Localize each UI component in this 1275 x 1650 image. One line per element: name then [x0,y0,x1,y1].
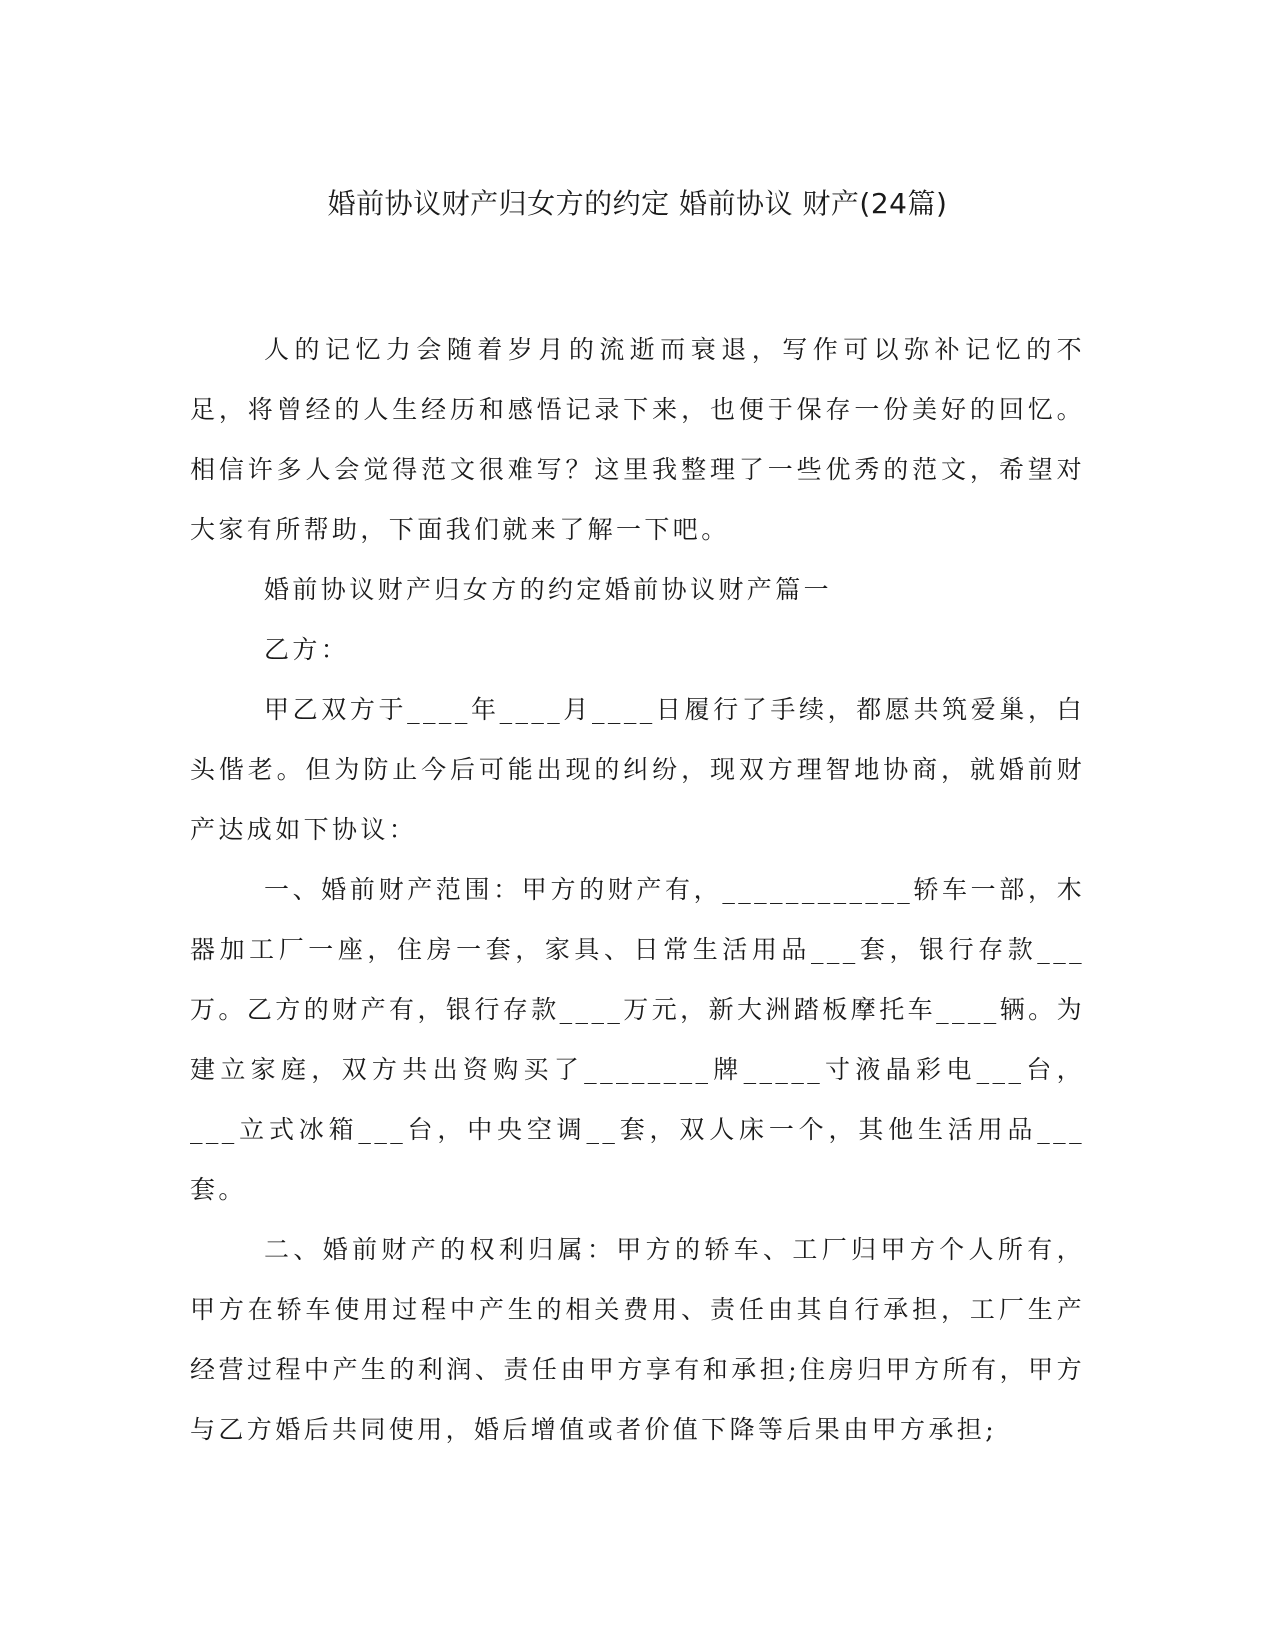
agreement-preamble: 甲乙双方于____年____月____日履行了手续，都愿共筑爱巢，白头偕老。但为防止今后可能出现的纠纷，现双方理智地协商，就婚前财产达成如下协议： [190,695,1085,844]
party-b-label: 乙方： [264,635,350,664]
clause-two: 二、婚前财产的权利归属：甲方的轿车、工厂归甲方个人所有，甲方在轿车使用过程中产生的相关费用、责任由其自行承担，工厂生产经营过程中产生的利润、责任由甲方享有和承担;住房归甲方所有，甲方与乙方婚后共同使用，婚后增值或者价值下降等后果由甲方承担; [190,1235,1085,1444]
document-body [190,320,1085,1460]
intro-paragraph: 人的记忆力会随着岁月的流逝而衰退，写作可以弥补记忆的不足，将曾经的人生经历和感悟记录下来，也便于保存一份美好的回忆。相信许多人会觉得范文很难写？这里我整理了一些优秀的范文，希望对大家有所帮助，下面我们就来了解一下吧。 [190,335,1085,544]
document-title: 婚前协议财产归女方的约定 婚前协议 财产(24篇) [327,187,948,220]
section-heading: 婚前协议财产归女方的约定婚前协议财产篇一 [264,575,833,604]
clause-one: 一、婚前财产范围：甲方的财产有，____________轿车一部，木器加工厂一座，住房一套，家具、日常生活用品___套，银行存款___万。乙方的财产有，银行存款____万元，新大洲踏板摩托车____辆。为建立家庭，双方共出资购买了________牌_____寸液晶彩电___台，___立式冰箱___台，中央空调__套，双人床一个，其他生活用品___套。 [190,875,1085,1204]
